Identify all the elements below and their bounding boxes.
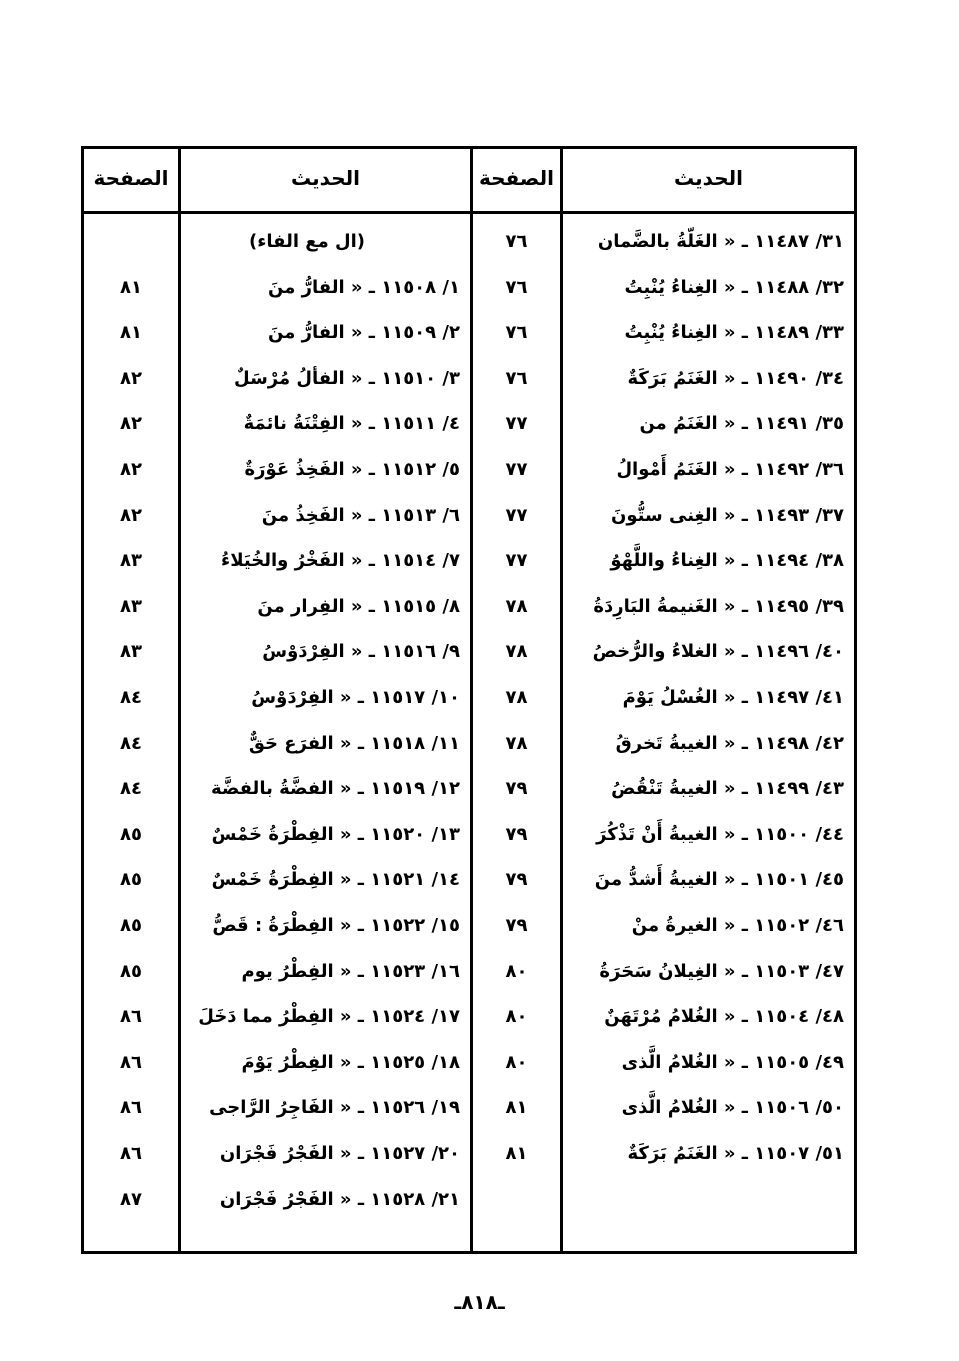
- left-page-number: ٨٢: [120, 504, 142, 526]
- right-hadith-entry: ٣٣/ ١١٤٨٩ ـ « الغِناءُ يُنْبِتُ: [624, 322, 844, 344]
- left-page-number: ٨٥: [120, 960, 142, 982]
- left-page-number: ٨١: [120, 322, 142, 344]
- left-page-number: ٨٦: [120, 1051, 142, 1073]
- right-hadith-entry: ٤٨/ ١١٥٠٤ ـ « الغُلامُ مُرْتَهَنٌ: [604, 1006, 844, 1028]
- right-page-number: ٧٨: [505, 595, 528, 617]
- right-hadith-entry: ٣٨/ ١١٤٩٤ ـ « الغِناءُ واللَّهْوُ: [610, 550, 844, 572]
- left-page-number: [84, 219, 178, 265]
- right-page-number: ٧٩: [505, 778, 528, 800]
- left-page-header: الصفحة: [93, 166, 169, 190]
- column-divider: [560, 149, 563, 1251]
- right-hadith-entry: ٣٩/ ١١٤٩٥ ـ « الغَنيمةُ البَارِدَةُ: [593, 595, 844, 617]
- left-hadith-entry: ١٧/ ١١٥٢٤ ـ « الفِطْرُ مما دَخَلَ: [198, 1006, 460, 1028]
- left-hadith-entry: ٨/ ١١٥١٥ ـ « الفِرار منَ: [257, 595, 460, 617]
- right-hadith-entry: ٤٠/ ١١٤٩٦ ـ « الغلاءُ والرُّخصُ: [592, 641, 844, 663]
- left-page-number: ٨٦: [120, 1143, 142, 1164]
- left-hadith-entry: ١٣/ ١١٥٢٠ ـ « الفِطْرَةُ خَمْسٌ: [211, 823, 460, 845]
- right-hadith-entry: ٣٦/ ١١٤٩٢ ـ « الغَنَمُ أَمْوالُ: [616, 459, 844, 480]
- right-hadith-entry: ٤٧/ ١١٥٠٣ ـ « الغِيلانُ سَحَرَةُ: [599, 960, 844, 982]
- left-hadith-entry: ١١/ ١١٥١٨ ـ « الفرَع حَقٌّ: [248, 732, 460, 754]
- left-hadith-entry: ١٩/ ١١٥٢٦ ـ « الفَاجِرُ الرَّاجى: [209, 1097, 460, 1119]
- right-page-number: ٨٠: [505, 1006, 528, 1028]
- right-hadith-entry: ٣٧/ ١١٤٩٣ ـ « الغِنى ستُّونَ: [611, 504, 844, 526]
- left-page-number: ٨١: [120, 276, 142, 298]
- right-page-number: ٧٩: [505, 823, 528, 845]
- right-hadith-header: الحديث: [673, 166, 743, 190]
- left-hadith-entry: ١٨/ ١١٥٢٥ ـ « الفِطْرُ يَوْمَ: [241, 1051, 460, 1073]
- right-page-number: ٨٠: [505, 960, 528, 982]
- left-hadith-entry: ١٠/ ١١٥١٧ ـ « الفِرْدَوْسُ: [251, 687, 460, 708]
- right-hadith-entry: ٥١/ ١١٥٠٧ ـ « الغَنَمُ بَرَكَةٌ: [627, 1143, 844, 1164]
- left-hadith-entry: ١٥/ ١١٥٢٢ ـ « الفِطْرَةُ : قَصُّ: [212, 915, 460, 936]
- left-hadith-entry: ٧/ ١١٥١٤ ـ « الفَخْرُ والخُيَلاءُ: [221, 550, 460, 572]
- left-hadith-entry: ١٢/ ١١٥١٩ ـ « الفضَّةُ بالفضَّة: [210, 778, 460, 800]
- right-hadith-entry: ٤٤/ ١١٥٠٠ ـ « الغيبةُ أَنْ تَذْكُرَ: [596, 823, 844, 845]
- right-page-number: ٨٠: [505, 1051, 528, 1073]
- right-page-number: ٧٧: [505, 413, 528, 435]
- right-page-number: ٧٦: [505, 276, 528, 298]
- left-page-number: ٨٥: [120, 823, 142, 845]
- right-hadith-entry: ٤٢/ ١١٤٩٨ ـ « الغيبةُ تَخرقُ: [615, 732, 844, 754]
- right-page-number: ٧٨: [505, 732, 528, 754]
- left-page-number: ٨٦: [120, 1097, 142, 1119]
- left-page-number: ٨٧: [120, 1188, 142, 1210]
- index-table: [81, 146, 857, 1254]
- right-hadith-entry: ٣٥/ ١١٤٩١ ـ « الغَنَمُ من: [639, 413, 844, 435]
- right-page-number: ٧٦: [505, 367, 528, 389]
- right-hadith-entry: ٤٩/ ١١٥٠٥ ـ « الغُلامُ الَّذى: [621, 1051, 844, 1073]
- page-number: ـ٨١٨ـ: [454, 1290, 505, 1314]
- right-hadith-entry: ٤٥/ ١١٥٠١ ـ « الغيبةُ أَشدُّ منَ: [594, 869, 844, 891]
- left-hadith-entry: ٢٠/ ١١٥٢٧ ـ « الفَجْرُ فَجْرَان: [219, 1143, 460, 1164]
- right-hadith-entry: ٣١/ ١١٤٨٧ ـ « الغَلّةُ بالضَّمان: [597, 231, 844, 252]
- right-hadith-entry: ٤٣/ ١١٤٩٩ ـ « الغيبةُ تَنْقُضُ: [611, 778, 844, 800]
- right-page-number: ٧٧: [505, 550, 528, 572]
- left-page-number: ٨٣: [120, 595, 142, 617]
- left-hadith-entry: ٣/ ١١٥١٠ ـ « الفألُ مُرْسَلٌ: [234, 367, 460, 389]
- right-page-header: الصفحة: [478, 166, 554, 190]
- right-hadith-entry: ٤١/ ١١٤٩٧ ـ « الغُسْلُ يَوْمَ: [622, 687, 844, 708]
- left-page-number: ٨٥: [120, 915, 142, 936]
- left-page-number: ٨٣: [120, 550, 142, 572]
- left-hadith-entry: ١٦/ ١١٥٢٣ ـ « الفِطْرُ يوم: [241, 960, 460, 982]
- left-page-number: ٨٢: [120, 459, 142, 480]
- right-page-number: ٧٧: [505, 504, 528, 526]
- left-page-number: ٨٢: [120, 413, 142, 435]
- column-divider: [178, 149, 181, 1251]
- right-page-number: ٧٩: [505, 869, 528, 891]
- right-hadith-entry: ٣٢/ ١١٤٨٨ ـ « الغِناءُ يُنْبِتُ: [624, 276, 844, 298]
- left-hadith-entry: ٦/ ١١٥١٣ ـ « الفَخِذُ منَ: [261, 504, 460, 526]
- left-hadith-entry: ٢/ ١١٥٠٩ ـ « الفارُّ منَ: [268, 322, 460, 344]
- right-page-number: ٨١: [505, 1143, 528, 1164]
- left-page-number: ٨٣: [120, 641, 142, 663]
- left-page-number: ٨٥: [120, 869, 142, 891]
- left-hadith-header: الحديث: [290, 166, 360, 190]
- left-hadith-entry: ٩/ ١١٥١٦ ـ « الفِرْدَوْسُ: [262, 641, 460, 663]
- left-page-number: ٨٤: [120, 778, 142, 800]
- right-page-number: ٧٦: [505, 231, 528, 252]
- left-page-number: ٨٦: [120, 1006, 142, 1028]
- left-hadith-entry: (ال مع الفاء): [248, 231, 366, 252]
- left-hadith-entry: ١٤/ ١١٥٢١ ـ « الفِطْرَةُ خَمْسٌ: [211, 869, 460, 891]
- left-hadith-entry: ٥/ ١١٥١٢ ـ « الفَخِذُ عَوْرَةٌ: [244, 459, 460, 480]
- right-page-number: ٧٨: [505, 687, 528, 708]
- left-hadith-entry: ١/ ١١٥٠٨ ـ « الفارُّ منَ: [268, 276, 460, 298]
- right-page-number: ٨١: [505, 1097, 528, 1119]
- header-divider: [84, 211, 854, 214]
- right-hadith-entry: ٤٦/ ١١٥٠٢ ـ « الغيرةُ منْ: [631, 915, 844, 936]
- left-page-number: ٨٤: [120, 732, 142, 754]
- right-hadith-entry: ٣٤/ ١١٤٩٠ ـ « الغَنَمُ بَرَكَةٌ: [627, 367, 844, 389]
- right-page-number: ٧٧: [505, 459, 528, 480]
- right-page-number: ٧٩: [505, 915, 528, 936]
- right-page-number: ٧٨: [505, 641, 528, 663]
- left-page-number: ٨٢: [120, 367, 142, 389]
- right-hadith-entry: ٥٠/ ١١٥٠٦ ـ « الغُلامُ الَّذى: [621, 1097, 844, 1119]
- left-hadith-entry: ٤/ ١١٥١١ ـ « الفِتْنَةُ نائمَةٌ: [243, 413, 460, 435]
- right-page-number: ٧٦: [505, 322, 528, 344]
- left-hadith-entry: ٢١/ ١١٥٢٨ ـ « الفَجْرُ فَجْرَان: [219, 1188, 460, 1210]
- left-page-number: ٨٤: [120, 687, 142, 708]
